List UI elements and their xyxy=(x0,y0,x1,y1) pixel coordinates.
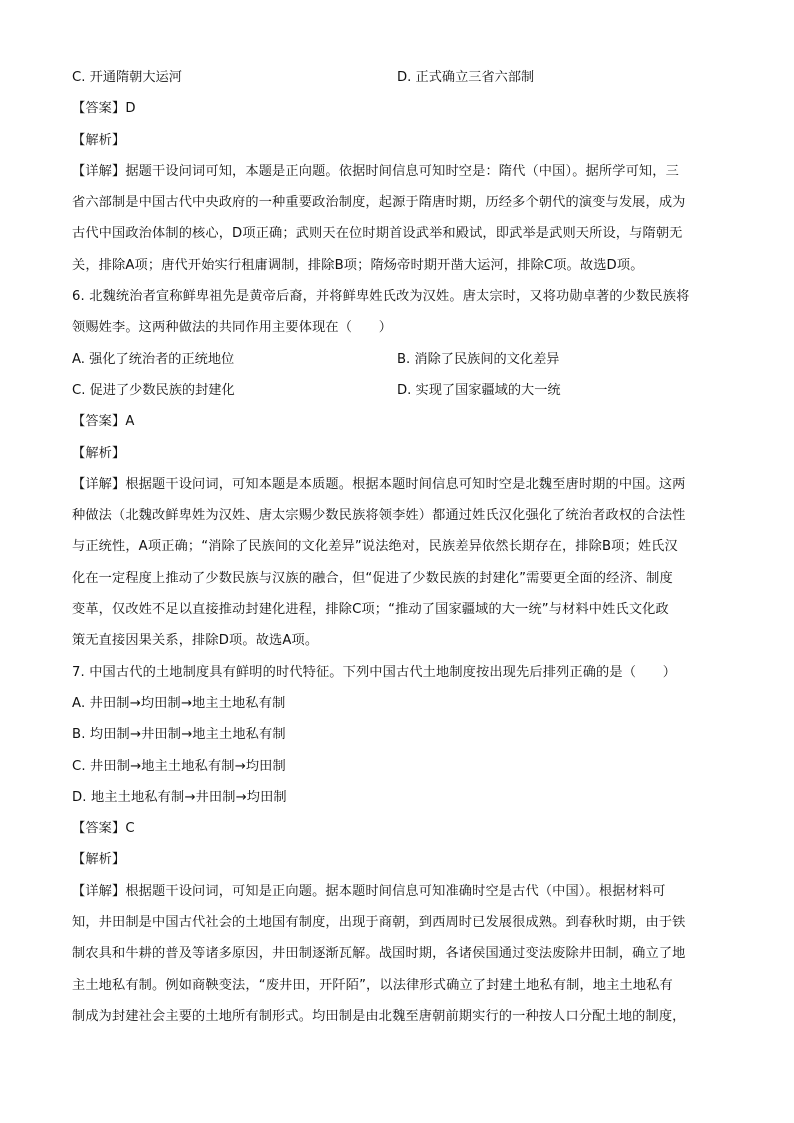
q7-detail-line: 主土地私有制。例如商鞅变法，“废井田，开阡陌”，以法律形式确立了封建土地私有制，地主土地私有 xyxy=(72,977,673,993)
q7-option-c: C. 井田制→地主土地私有制→均田制 xyxy=(72,758,286,774)
q6-detail-line: 种做法（北魏改鲜卑姓为汉姓、唐太宗赐少数民族将领李姓）都通过姓氏汉化强化了统治者政权的合法性 xyxy=(72,508,686,524)
q6-detail-line: 化在一定程度上推动了少数民族与汉族的融合，但“促进了少数民族的封建化”需要更全面的经济、制度 xyxy=(72,570,673,586)
q5-analysis-label: 【解析】 xyxy=(72,132,126,148)
q6-answer: 【答案】A xyxy=(72,414,135,430)
q6-stem-line: 领赐姓李。这两种做法的共同作用主要体现在（ ） xyxy=(72,320,393,336)
q5-options-row-cd xyxy=(72,62,722,93)
q6-option-b: B. 消除了民族间的文化差异 xyxy=(397,351,560,367)
q7-detail-line: 【详解】根据题干设问词，可知是正向题。据本题时间信息可知准确时空是古代（中国）。根据材料可 xyxy=(72,883,666,899)
q6-detail-line: 变革，仅改姓不足以直接推动封建化进程，排除C项；“推动了国家疆域的大一统”与材料中姓氏文化政 xyxy=(72,602,669,618)
q7-option-a: A. 井田制→均田制→地主土地私有制 xyxy=(72,695,286,711)
q6-analysis-label: 【解析】 xyxy=(72,445,126,461)
q7-analysis-label: 【解析】 xyxy=(72,852,126,868)
q5-option-c: C. 开通隋朝大运河 xyxy=(72,70,182,85)
exam-page xyxy=(72,62,722,1032)
q5-detail-line: 古代中国政治体制的核心，D项正确；武则天在位时期首设武举和殿试，即武举是武则天所设，与隋朝无 xyxy=(72,226,683,242)
q6-option-d: D. 实现了国家疆域的大一统 xyxy=(397,382,561,398)
q7-detail-line: 制农具和牛耕的普及等诸多原因，井田制逐渐瓦解。战国时期，各诸侯国通过变法废除井田制，确立了地 xyxy=(72,946,686,962)
q5-option-d: D. 正式确立三省六部制 xyxy=(397,70,535,85)
q5-detail-line: 关，排除A项；唐代开始实行租庸调制，排除B项；隋炀帝时期开凿大运河，排除C项。故选D项。 xyxy=(72,257,644,273)
q7-answer: 【答案】C xyxy=(72,821,135,837)
q5-detail-line: 省六部制是中国古代中央政府的一种重要政治制度，起源于隋唐时期，历经多个朝代的演变与发展，成为 xyxy=(72,195,686,211)
q6-detail-line: 策无直接因果关系，排除D项。故选A项。 xyxy=(72,633,319,649)
q7-option-b: B. 均田制→井田制→地主土地私有制 xyxy=(72,727,286,743)
q6-detail-line: 与正统性，A项正确；“消除了民族间的文化差异”说法绝对，民族差异依然长期存在，排除B项；姓氏汉 xyxy=(72,539,678,555)
q5-answer: 【答案】D xyxy=(72,101,136,117)
q7-option-d: D. 地主土地私有制→井田制→均田制 xyxy=(72,789,287,805)
q5-detail-line: 【详解】据题干设问词可知，本题是正向题。依据时间信息可知时空是：隋代（中国）。据所学可知，三 xyxy=(72,163,679,179)
q7-detail-line: 制成为封建社会主要的土地所有制形式。均田制是由北魏至唐朝前期实行的一种按人口分配土地的制度， xyxy=(72,1008,686,1024)
q7-stem-line: 7. 中国古代的土地制度具有鲜明的时代特征。下列中国古代土地制度按出现先后排列正确的是（ ） xyxy=(72,664,677,680)
q6-option-c: C. 促进了少数民族的封建化 xyxy=(72,382,235,398)
q6-option-a: A. 强化了统治者的正统地位 xyxy=(72,351,235,367)
q7-detail-line: 知，井田制是中国古代社会的土地国有制度，出现于商朝，到西周时已发展很成熟。到春秋时期，由于铁 xyxy=(72,915,686,931)
q6-stem-line: 6. 北魏统治者宣称鲜卑祖先是黄帝后裔，并将鲜卑姓氏改为汉姓。唐太宗时，又将功勋卓著的少数民族将 xyxy=(72,289,690,305)
q6-detail-line: 【详解】根据题干设问词，可知本题是本质题。根据本题时间信息可知时空是北魏至唐时期的中国。这两 xyxy=(72,476,686,492)
q6-options-row-ab xyxy=(72,344,722,375)
q6-options-row-cd xyxy=(72,375,722,406)
